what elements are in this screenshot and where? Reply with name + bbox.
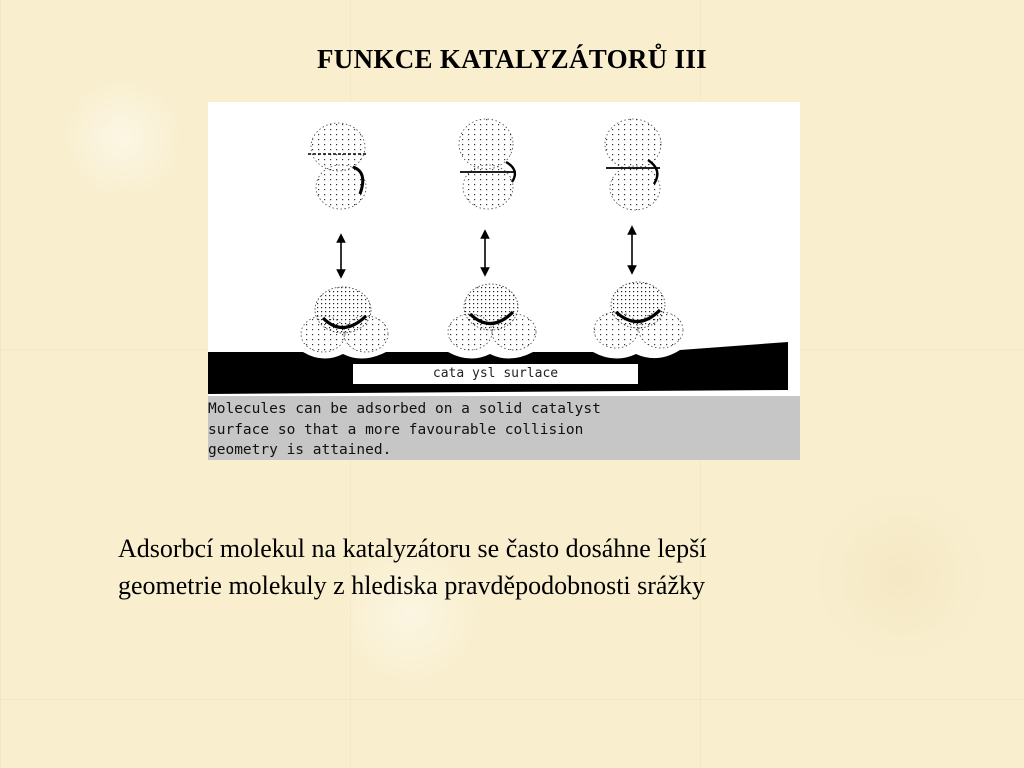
free-molecule-3	[605, 119, 661, 210]
adsorbed-molecule-2	[448, 284, 536, 350]
adsorbed-molecule-3	[594, 282, 683, 348]
caption-line-1: Molecules can be adsorbed on a solid catalyst	[208, 401, 601, 417]
body-line-1: Adsorbcí molekul na katalyzátoru se často dosáhne lepší	[118, 534, 707, 563]
catalyst-adsorption-figure	[208, 102, 800, 460]
caption-line-3: geometry is attained.	[208, 442, 392, 458]
body-paragraph	[118, 530, 918, 604]
body-line-2: geometrie molekuly z hlediska pravděpodobnosti srážky	[118, 571, 706, 600]
figure-caption	[208, 396, 800, 460]
free-molecule-1	[308, 123, 366, 209]
adsorbed-molecule-1	[301, 287, 388, 352]
caption-line-2: surface so that a more favourable collision	[208, 421, 584, 438]
catalyst-surface-label: cata ysl surlace	[353, 364, 638, 384]
slide-title: FUNKCE KATALYZÁTORŮ III	[317, 44, 707, 74]
free-molecule-2	[459, 119, 516, 209]
molecule-illustration	[208, 102, 800, 396]
